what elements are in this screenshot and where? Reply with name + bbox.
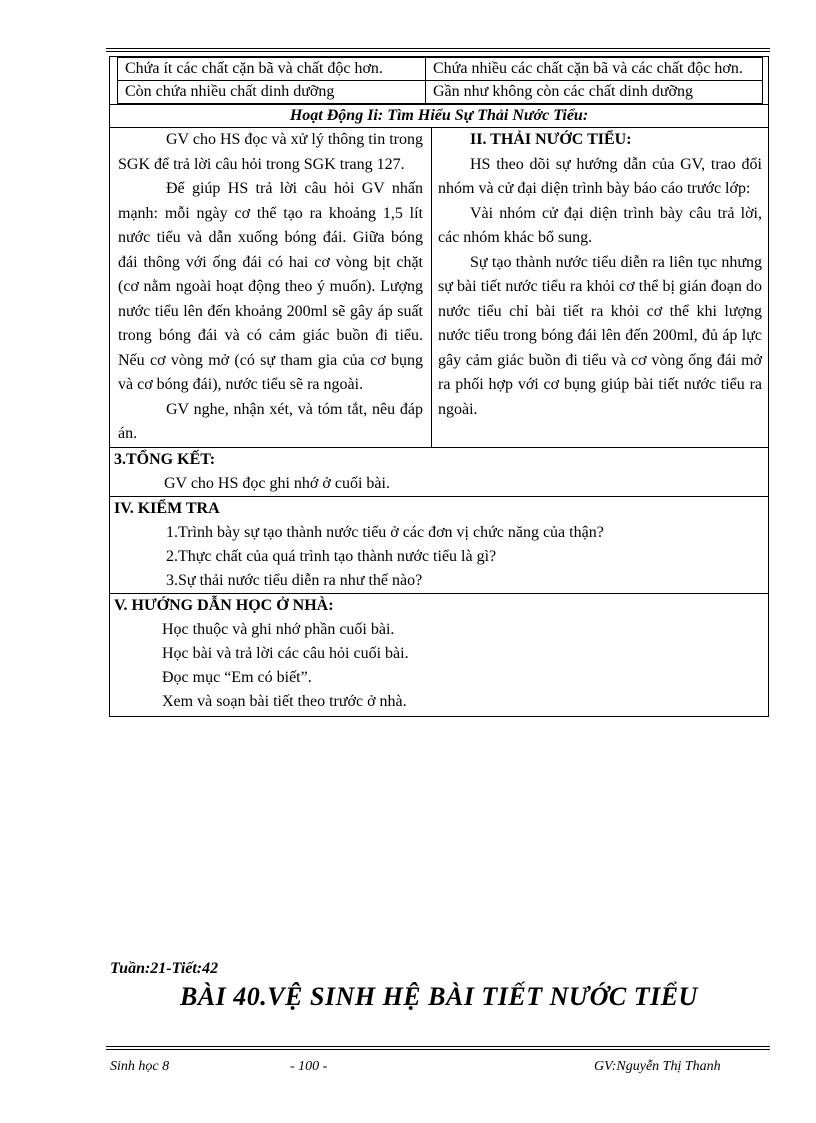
footer-teacher: GV:Nguyễn Thị Thanh [594,1059,721,1074]
header-rule [106,48,770,52]
list-item: 2.Thực chất của quá trình tạo thành nước tiểu là gì? [166,547,497,565]
table-row [118,58,763,81]
table-row [118,81,763,104]
comparison-table [117,57,763,104]
table-cell: Gần như không còn các chất dinh dưỡng [426,81,763,104]
check-section [110,496,768,593]
teacher-column [110,128,432,447]
list-item: Đọc mục “Em có biết”. [162,668,312,686]
section-heading: IV. KIỂM TRA [114,499,220,517]
summary-section [110,447,768,496]
table-cell: Chứa ít các chất cặn bã và chất độc hơn. [118,58,426,81]
teacher-paragraph: GV cho HS đọc và xử lý thông tin trong SGK để trả lời câu hỏi trong SGK trang 127. [118,131,423,173]
lesson-title: BÀI 40.VỆ SINH HỆ BÀI TIẾT NƯỚC TIỂU [180,982,698,1011]
table-cell: Còn chứa nhiều chất dinh dưỡng [118,81,426,104]
section-heading: II. THẢI NƯỚC TIỂU: [470,131,632,148]
list-item: 1.Trình bày sự tạo thành nước tiểu ở các đơn vị chức năng của thận? [166,523,604,541]
teacher-paragraph: Để giúp HS trả lời câu hỏi GV nhấn mạnh: mỗi ngày cơ thể tạo ra khoảng 1,5 lít nước tiểu và dẫn xuống bóng đái. Giữa bóng đái thông với ống đái có hai cơ vòng bịt chặt (cơ nằm ngoài hoạt động theo ý muốn). Lượng nước tiểu lên đến khoảng 200ml sẽ gây áp suất trong bóng đái và có cảm giác buồn đi tiểu. Nếu cơ vòng mở (có sự tham gia của cơ bụng và cơ bóng đái), nước tiểu sẽ ra ngoài. [118,180,423,393]
activity-title: Hoạt Động Ii: Tìm Hiểu Sự Thải Nước Tiểu: [110,104,768,127]
table-cell: Chứa nhiều các chất cặn bã và các chất độc hơn. [426,58,763,81]
section-heading: 3.TỔNG KẾT: [114,450,216,468]
week-label: Tuần:21-Tiết:42 [110,960,219,977]
homework-section [110,593,768,716]
list-item: Học bài và trả lời các câu hỏi cuối bài. [162,644,409,662]
student-column [432,128,768,447]
page-number: - 100 - [290,1059,328,1074]
summary-line: GV cho HS đọc ghi nhớ ở cuối bài. [164,474,390,492]
section-heading: V. HƯỚNG DẪN HỌC Ở NHÀ: [114,596,334,614]
list-item: 3.Sự thải nước tiểu diễn ra như thế nào? [166,571,423,589]
footer-rule [106,1046,770,1050]
list-item: Học thuộc và ghi nhớ phần cuối bài. [162,620,395,638]
student-paragraph: HS theo dõi sự hướng dẫn của GV, trao đổi nhóm và cử đại diện trình bày báo cáo trước lớp: [438,155,762,197]
student-paragraph: Sự tạo thành nước tiểu diễn ra liên tục nhưng sự bài tiết nước tiểu ra khỏi cơ thể bị gián đoạn do nước tiểu chỉ bài tiết ra khỏi cơ thể khi lượng nước tiểu trong bóng đái lên đến 200ml, đủ áp lực gây cảm giác buồn đi tiểu và cơ vòng ống đái mở ra phối hợp với cơ bụng giúp bài tiết nước tiểu ra ngoài. [438,253,762,418]
list-item: Xem và soạn bài tiết theo trước ở nhà. [162,692,407,710]
activity-columns [110,127,768,447]
footer-subject: Sinh học 8 [110,1059,170,1074]
lesson-table [109,56,769,717]
teacher-paragraph: GV nghe, nhận xét, và tóm tắt, nêu đáp án. [118,400,423,442]
student-paragraph: Vài nhóm cử đại diện trình bày câu trả lời, các nhóm khác bổ sung. [438,204,762,246]
